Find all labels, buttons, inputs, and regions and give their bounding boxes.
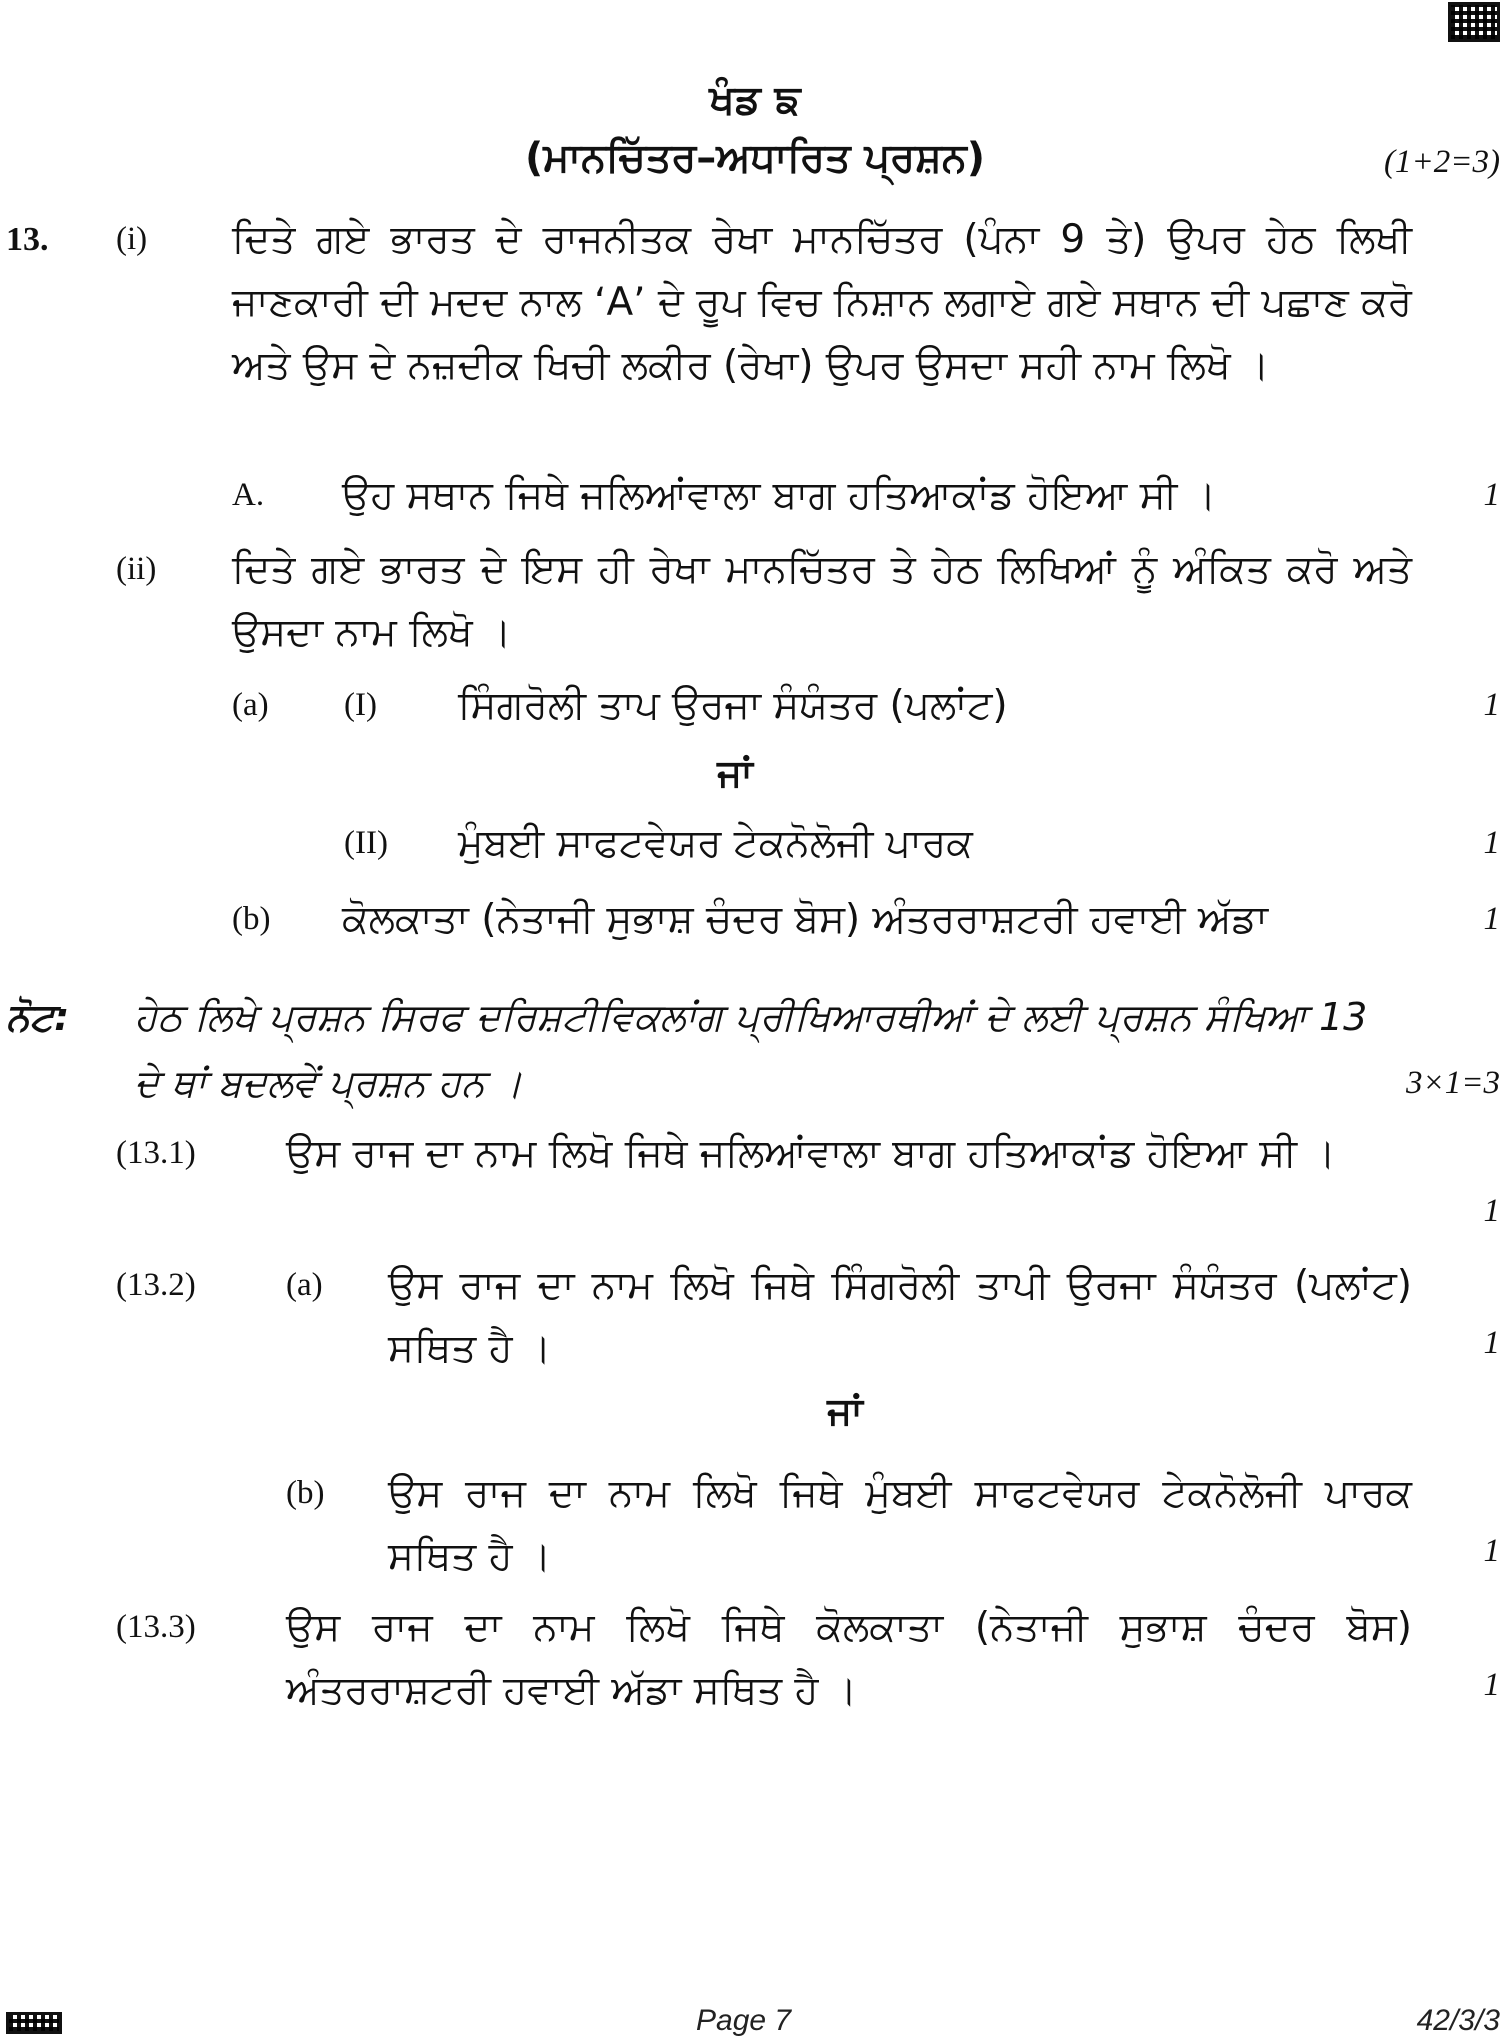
marks: 1 xyxy=(1483,687,1500,723)
section-subtitle: (ਮਾਨਚਿੱਤਰ–ਅਧਾਰਿਤ ਪ੍ਰਸ਼ਨ) xyxy=(524,135,986,181)
question-text: ਉਸ ਰਾਜ ਦਾ ਨਾਮ ਲਿਖੋ ਜਿਥੇ ਕੋਲਕਾਤਾ (ਨੇਤਾਜੀ ਸੁਭਾਸ਼ ਚੰਦਰ ਬੋਸ) ਅੰਤਰਰਾਸ਼ਟਰੀ ਹਵਾਈ ਅੱਡਾ ਸਥਿਤ ਹੈ । xyxy=(286,1605,1412,1713)
note-marks: 3×1=3 xyxy=(1405,1065,1500,1101)
marks: 1 xyxy=(1483,1533,1500,1569)
subpart-label: (b) xyxy=(232,901,271,937)
question-text: ਉਸ ਰਾਜ ਦਾ ਨਾਮ ਲਿਖੋ ਜਿਥੇ ਮੁੰਬਈ ਸਾਫਟਵੇਯਰ ਟੇਕਨੋਲੋਜੀ ਪਾਰਕ ਸਥਿਤ ਹੈ । xyxy=(388,1471,1412,1579)
marks: 1 xyxy=(1483,1667,1500,1703)
subpart-label: (a) xyxy=(286,1267,323,1303)
question-label: (13.1) xyxy=(116,1135,196,1171)
marks: 1 xyxy=(1483,901,1500,937)
subpart-label: (I) xyxy=(344,687,377,723)
paper-code: 42/3/3 xyxy=(1416,2004,1500,2037)
item-text: ਉਹ ਸਥਾਨ ਜਿਥੇ ਜਲਿਆਂਵਾਲਾ ਬਾਗ ਹਤਿਆਕਾਂਡ ਹੋਇਆ ਸੀ । xyxy=(342,473,1217,518)
item-label: A. xyxy=(232,477,265,513)
question-number: 13. xyxy=(6,221,49,258)
subpart-label: (a) xyxy=(232,687,269,723)
question-label: (13.2) xyxy=(116,1267,196,1303)
item-text: ਕੋਲਕਾਤਾ (ਨੇਤਾਜੀ ਸੁਭਾਸ਼ ਚੰਦਰ ਬੋਸ) ਅੰਤਰਰਾਸ਼ਟਰੀ ਹਵਾਈ ਅੱਡਾ xyxy=(342,897,1268,942)
note-text: ਹੇਠ ਲਿਖੇ ਪ੍ਰਸ਼ਨ ਸਿਰਫ ਦਰਿਸ਼ਟੀਵਿਕਲਾਂਗ ਪ੍ਰੀਖਿਆਰਥੀਆਂ ਦੇ ਲਈ ਪ੍ਰਸ਼ਨ ਸੰਖਿਆ 13 xyxy=(134,995,1368,1039)
subpart-label: (b) xyxy=(286,1475,325,1511)
section-marks: (1+2=3) xyxy=(1383,144,1500,180)
marks: 1 xyxy=(1483,1193,1500,1229)
marks: 1 xyxy=(1483,477,1500,513)
item-text: ਮੁੰਬਈ ਸਾਫਟਵੇਯਰ ਟੇਕਨੋਲੋਜੀ ਪਾਰਕ xyxy=(458,821,973,866)
question-text: ਦਿਤੇ ਗਏ ਭਾਰਤ ਦੇ ਰਾਜਨੀਤਕ ਰੇਖਾ ਮਾਨਚਿੱਤਰ (ਪੰਨਾ 9 ਤੇ) ਉਪਰ ਹੇਠ ਲਿਖੀ ਜਾਣਕਾਰੀ ਦੀ ਮਦਦ ਨਾਲ ‘A’ ਦੇ ਰੂਪ ਵਿਚ ਨਿਸ਼ਾਨ ਲਗਾਏ ਗਏ ਸਥਾਨ ਦੀ ਪਛਾਣ ਕਰੋ ਅਤੇ ਉਸ ਦੇ ਨਜ਼ਦੀਕ ਖਿਚੀ ਲਕੀਰ (ਰੇਖਾ) ਉਪਰ ਉਸਦਾ ਸਹੀ ਨਾਮ ਲਿਖੋ । xyxy=(232,217,1412,388)
question-text: ਉਸ ਰਾਜ ਦਾ ਨਾਮ ਲਿਖੋ ਜਿਥੇ ਸਿੰਗਰੋਲੀ ਤਾਪੀ ਉਰਜਾ ਸੰਯੰਤਰ (ਪਲਾਂਟ) ਸਥਿਤ ਹੈ । xyxy=(388,1263,1412,1371)
page-number: Page 7 xyxy=(696,2004,792,2037)
qr-code-icon xyxy=(1448,2,1500,42)
part-label: (ii) xyxy=(116,551,157,587)
qr-code-icon xyxy=(6,2012,62,2034)
question-label: (13.3) xyxy=(116,1609,196,1645)
question-text: ਦਿਤੇ ਗਏ ਭਾਰਤ ਦੇ ਇਸ ਹੀ ਰੇਖਾ ਮਾਨਚਿੱਤਰ ਤੇ ਹੇਠ ਲਿਖਿਆਂ ਨੂੰ ਅੰਕਿਤ ਕਰੋ ਅਤੇ ਉਸਦਾ ਨਾਮ ਲਿਖੋ । xyxy=(232,547,1412,655)
subpart-label: (II) xyxy=(344,825,388,861)
or-separator: ਜਾਂ xyxy=(827,1389,863,1433)
or-separator: ਜਾਂ xyxy=(717,751,753,795)
marks: 1 xyxy=(1483,825,1500,861)
marks: 1 xyxy=(1483,1325,1500,1361)
note-label: ਨੋਟ: xyxy=(6,995,70,1039)
part-label: (i) xyxy=(116,221,148,257)
question-text: ਉਸ ਰਾਜ ਦਾ ਨਾਮ ਲਿਖੋ ਜਿਥੇ ਜਲਿਆਂਵਾਲਾ ਬਾਗ ਹਤਿਆਕਾਂਡ ਹੋਇਆ ਸੀ । xyxy=(286,1131,1336,1176)
section-title: ਖੰਡ ਙ xyxy=(709,77,801,123)
note-text: ਦੇ ਥਾਂ ਬਦਲਵੇਂ ਪ੍ਰਸ਼ਨ ਹਨ । xyxy=(134,1061,523,1105)
item-text: ਸਿੰਗਰੋਲੀ ਤਾਪ ਉਰਜਾ ਸੰਯੰਤਰ (ਪਲਾਂਟ) xyxy=(458,683,1008,728)
